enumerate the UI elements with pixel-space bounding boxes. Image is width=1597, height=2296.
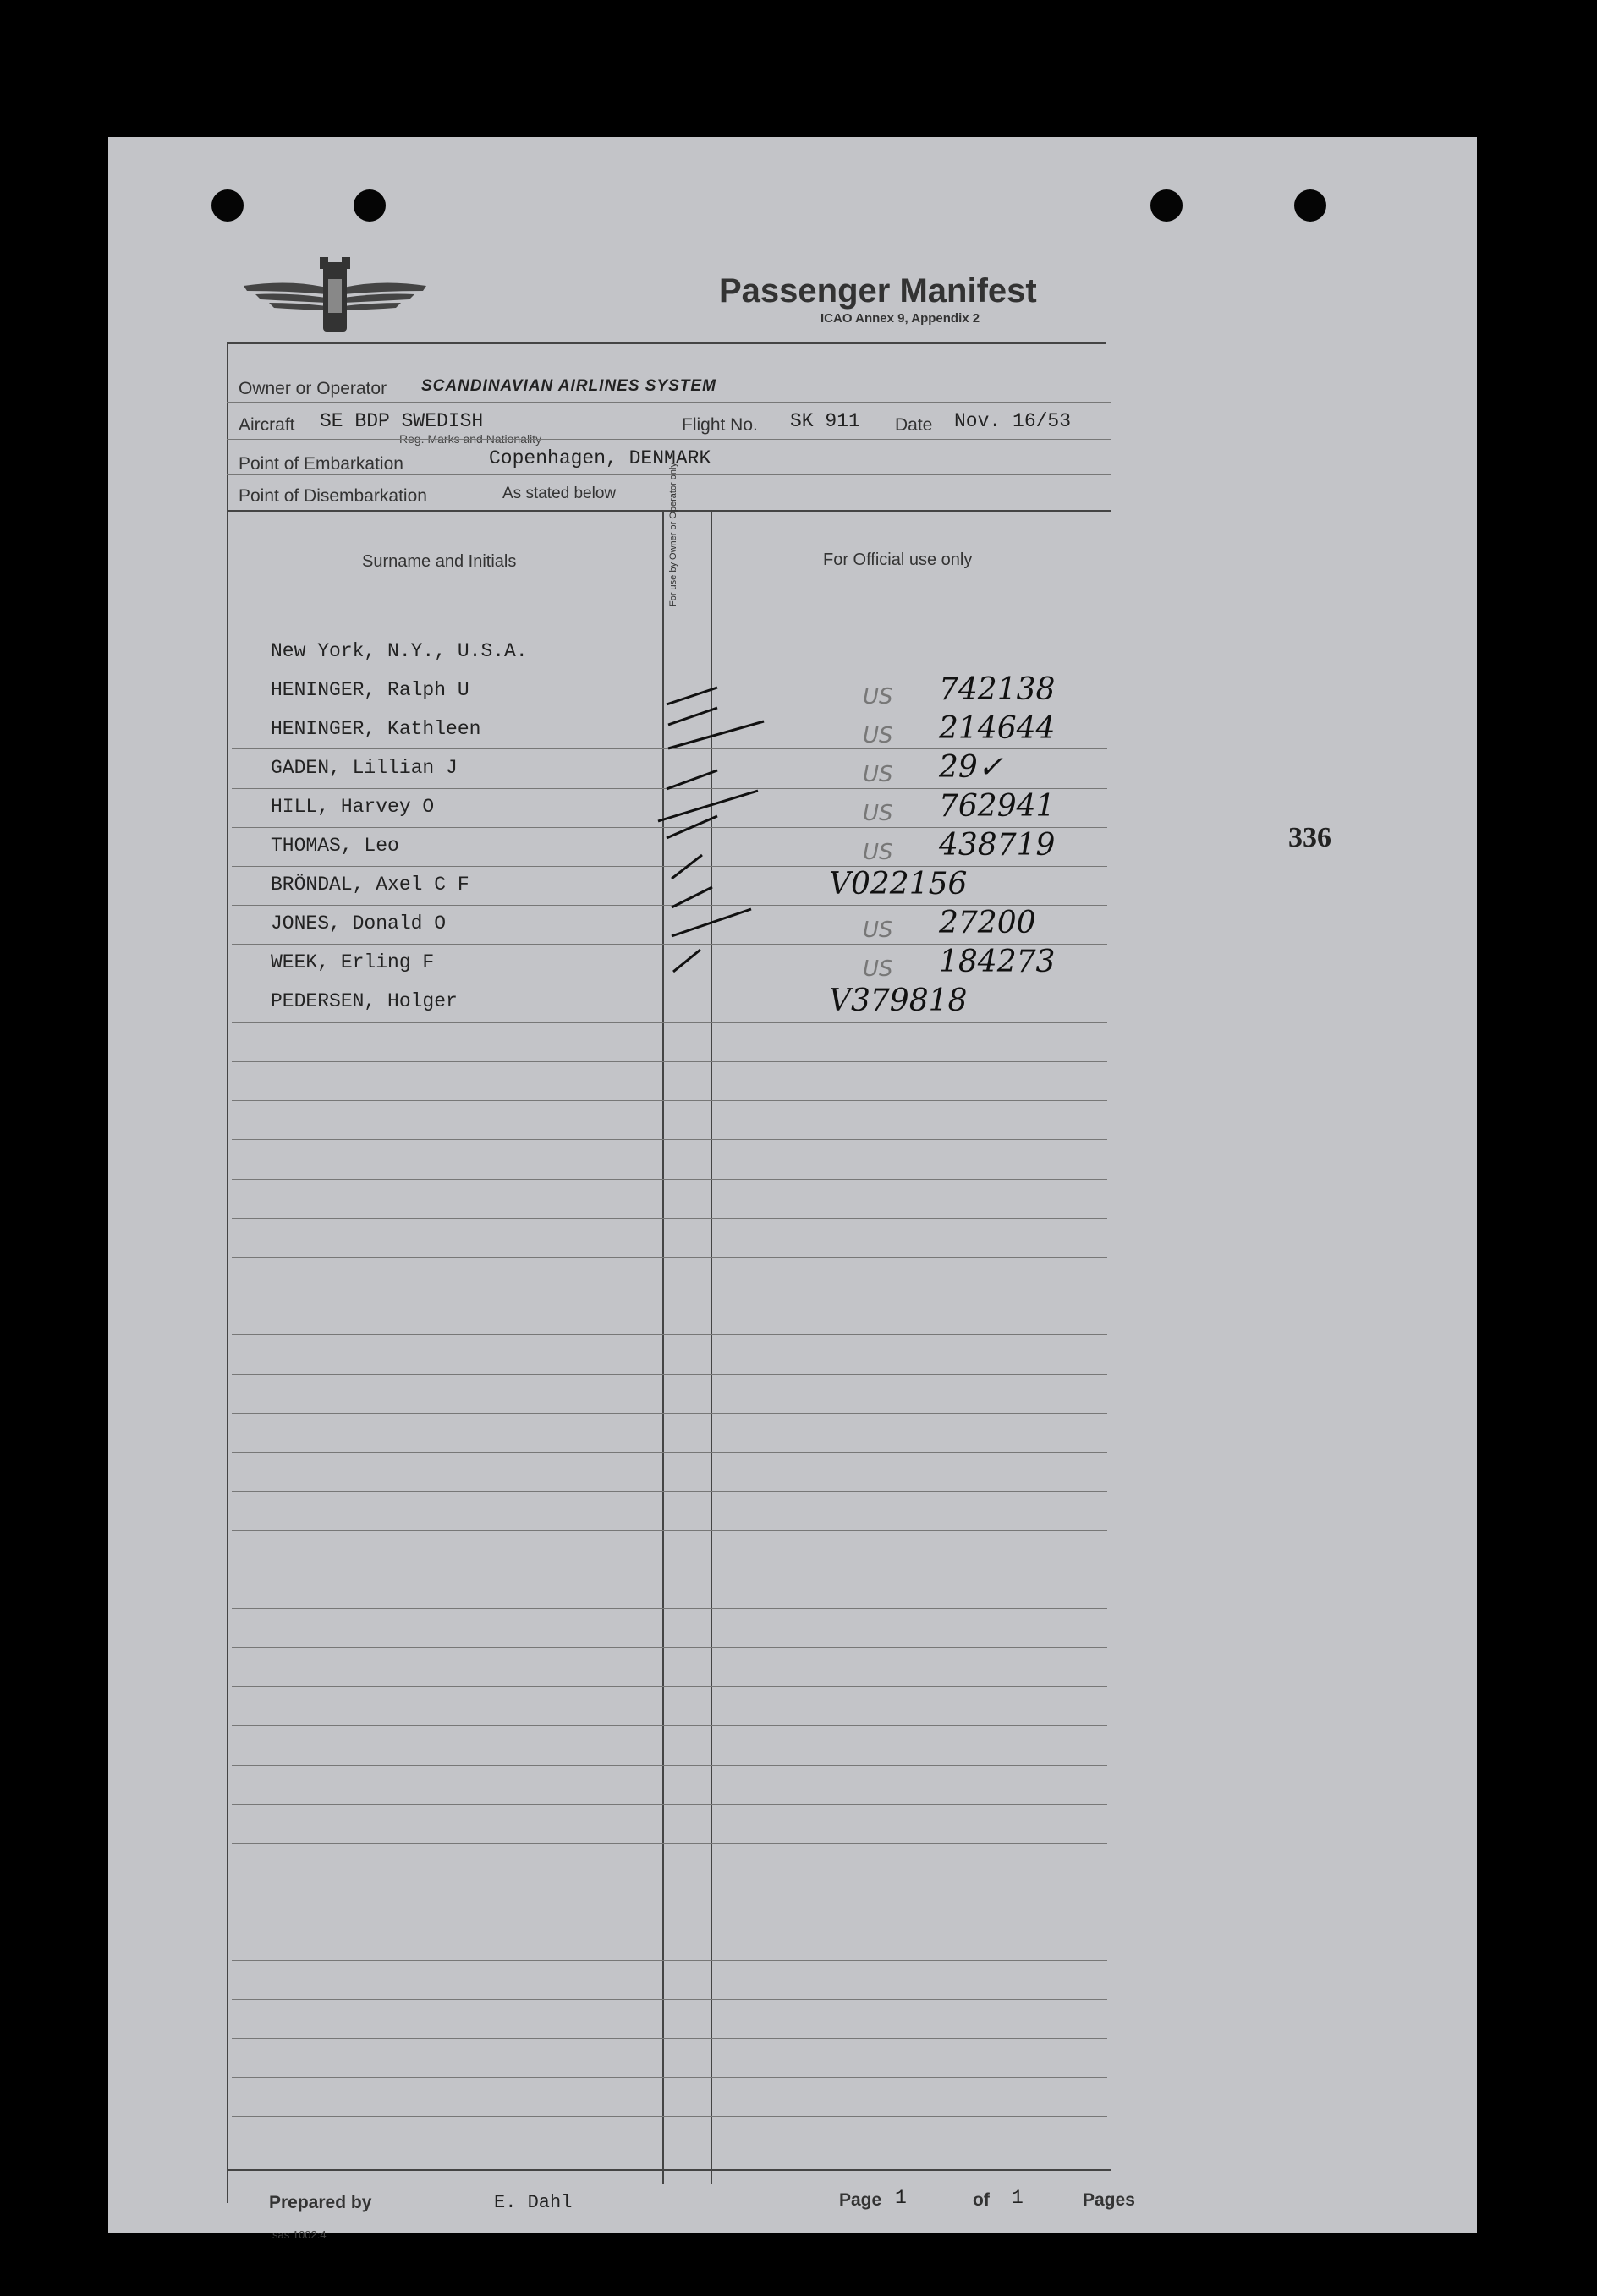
passenger-name: PEDERSEN, Holger [271,990,458,1012]
prepared-by-value: E. Dahl [494,2192,573,2213]
passport-number: V022156 [829,867,968,901]
passport-country: US [863,840,893,865]
passenger-name: JONES, Donald O [271,912,447,934]
reg-marks-label: Reg. Marks and Nationality [399,432,542,446]
passport-number: 29✓ [939,750,1003,785]
form-top-rule [227,342,1106,344]
punch-hole [211,189,244,222]
row-rule [232,1530,1107,1531]
passport-number: 184273 [939,945,1056,979]
row-rule [232,1179,1107,1180]
row-rule [232,1999,1107,2000]
passport-number: 742138 [939,672,1056,707]
surname-column-header: Surname and Initials [362,552,517,571]
passport-number: 762941 [939,789,1056,824]
flight-value: SK 911 [790,410,860,432]
page-value: 1 [895,2187,907,2209]
passenger-name: GADEN, Lillian J [271,757,458,779]
row-rule [232,1257,1107,1258]
row-rule [232,2077,1107,2078]
row-rule [232,1608,1107,1609]
row-rule [232,1218,1107,1219]
row-rule [232,2116,1107,2117]
passenger-name: THOMAS, Leo [271,835,399,857]
official-column-header: For Official use only [823,551,973,569]
owner-rule [227,402,1111,403]
row-rule [232,1413,1107,1414]
form-code: sas 1002:4 [272,2228,327,2241]
row-rule [232,1061,1107,1062]
disembarkation-label: Point of Disembarkation [239,486,427,506]
disembarkation-value: As stated below [502,485,617,502]
row-rule [232,1647,1107,1648]
passport-number: 438719 [939,828,1056,863]
passport-country: US [863,918,893,943]
passenger-name: BRÖNDAL, Axel C F [271,874,469,896]
margin-number: 336 [1288,822,1331,853]
owner-label: Owner or Operator [239,379,387,398]
row-rule [232,1100,1107,1101]
passport-number: V379818 [829,984,968,1018]
row-rule [232,1491,1107,1492]
row-rule [232,1843,1107,1844]
punch-hole [1294,189,1326,222]
date-value: Nov. 16/53 [954,410,1072,432]
passport-country: US [863,801,893,826]
prepared-by-label: Prepared by [269,2193,372,2212]
embarkation-label: Point of Embarkation [239,454,403,474]
form-subtitle: ICAO Annex 9, Appendix 2 [820,311,980,326]
page-label: Page [839,2190,882,2210]
form-title: Passenger Manifest [719,272,1037,310]
owner-use-column-header: For use by Owner or Operator only [668,463,678,606]
passport-country: US [863,684,893,710]
aircraft-rule [227,439,1111,440]
row-rule [232,1686,1107,1687]
row-rule [232,1765,1107,1766]
of-label: of [973,2190,990,2210]
owner-value: SCANDINAVIAN AIRLINES SYSTEM [421,377,716,395]
row-rule [232,1725,1107,1726]
row-rule [232,1960,1107,1961]
passport-country: US [863,762,893,787]
check-marks [650,655,768,1027]
passenger-name: HENINGER, Ralph U [271,679,469,701]
passenger-name: New York, N.Y., U.S.A. [271,640,528,662]
embarkation-value: Copenhagen, DENMARK [489,447,711,469]
aircraft-value: SE BDP SWEDISH [320,410,484,432]
passport-country: US [863,723,893,748]
passport-number: 27200 [939,906,1036,940]
row-rule [232,1804,1107,1805]
manifest-form [227,342,1111,2203]
passport-country: US [863,956,893,982]
punch-hole [354,189,386,222]
row-rule [232,1139,1107,1140]
row-rule [232,1452,1107,1453]
flight-label: Flight No. [682,415,758,435]
passenger-name: HENINGER, Kathleen [271,718,481,740]
row-rule [232,2038,1107,2039]
passenger-name: WEEK, Erling F [271,951,435,973]
aircraft-label: Aircraft [239,415,295,435]
of-value: 1 [1012,2187,1024,2209]
row-rule [232,1334,1107,1335]
row-rule [232,1374,1107,1375]
footer-top-rule [227,2169,1111,2171]
passenger-name: HILL, Harvey O [271,796,435,818]
date-label: Date [895,415,933,435]
airline-logo-icon [239,254,431,338]
punch-hole [1150,189,1183,222]
pages-label: Pages [1083,2190,1135,2210]
passport-number: 214644 [939,711,1056,746]
